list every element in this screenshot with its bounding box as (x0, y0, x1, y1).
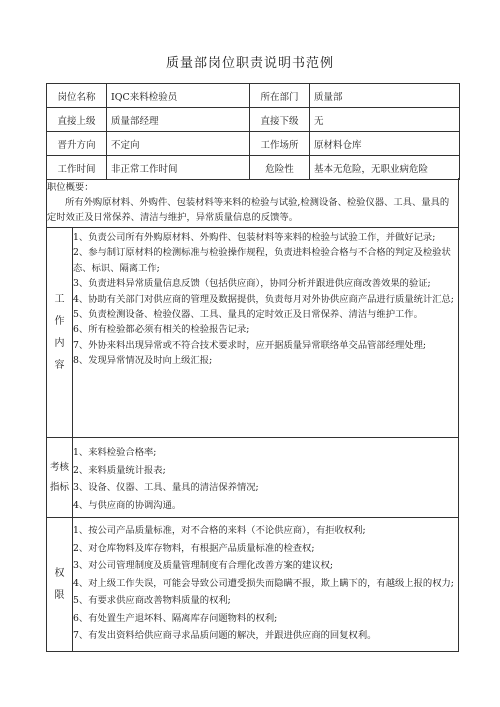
overview-text: 所有外购原材料、外购件、包装材料等来料的检验与试验,检测设备、检验仪器、工具、量具的定时效正及日常保养、清洁与维护，异常质量信息的反馈等。 (47, 197, 450, 223)
overview-label: 职位概要： (47, 182, 94, 193)
table-row (47, 156, 460, 180)
danger-value: 基本无危险，无职业病危险 (310, 156, 460, 180)
side-char: 考核 (49, 461, 69, 473)
promotion-label: 晋升方向 (47, 132, 107, 156)
list-item: 5、有要求供应商改善物料质量的权利; (73, 595, 231, 606)
document-title: 质量部岗位职责说明书范例 (165, 56, 334, 71)
work-time-label: 工作时间 (47, 156, 107, 180)
side-char: 容 (54, 359, 65, 371)
department-value: 质量部 (310, 84, 460, 108)
direct-superior-value: 质量部经理 (107, 108, 250, 132)
list-item: 3、对公司管理制度及质量管理制度有合理化改善方案的建议权; (73, 560, 334, 571)
table-row (47, 132, 460, 156)
list-item: 6、有处置生产退坏料、隔离库存问题物料的权利; (73, 612, 278, 624)
list-item: 7、外协来料出现异常或不符合技术要求时，应开据质量异常联络单交品管部经理处理; (73, 339, 427, 351)
list-item: 4、与供应商的协调沟通。 (73, 499, 182, 511)
table-row (47, 108, 460, 132)
workplace-value: 原材料仓库 (310, 132, 460, 156)
list-item: 4、对上级工作失误，可能会导致公司遭受损失而隐瞒不报，欺上瞒下的，有越级上报的权力; (73, 577, 454, 589)
side-char: 作 (54, 315, 65, 327)
list-item: 1、来料检验合格率; (73, 447, 157, 458)
work-content-section (46, 228, 459, 438)
direct-subordinate-value: 无 (310, 108, 460, 132)
list-item: 5、负责检测设备、检验仪器、工具、量具的定时效正及日常保养、清洁与维护工作。 (73, 309, 423, 321)
list-item: 1、负责公司所有外购原材料、外购件、包装材料等来料的检验与试验工作，并做好记录; (73, 232, 436, 243)
list-item: 2、来料质量统计报表; (73, 464, 166, 476)
authority-list (73, 522, 456, 645)
promotion-value: 不定向 (107, 132, 250, 156)
position-name-value: IQC来料检验员 (107, 84, 250, 108)
authority-section (46, 518, 459, 652)
danger-label: 危险性 (250, 156, 310, 180)
list-item: 2、对仓库物料及库存物料，有根据产品质量标准的检查权; (73, 542, 315, 554)
list-item: 2、参与制订原材料的检测标准与检验操作规程，负责进料检验合格与不合格的判定及检验状态、标识、隔离工作; (73, 247, 451, 274)
evaluation-list (73, 444, 456, 514)
work-content-label (47, 228, 73, 437)
direct-superior-label: 直接上级 (47, 108, 107, 132)
list-item: 4、协助有关部门对供应商的管理及数据提供，负责每月对外协供应商产品进行质量统计汇总; (73, 293, 454, 305)
position-name-label: 岗位名称 (47, 84, 107, 108)
side-char: 限 (54, 589, 65, 601)
direct-subordinate-label: 直接下级 (250, 108, 310, 132)
side-char: 权 (54, 567, 65, 579)
list-item: 6、所有检验都必须有相关的检验报告记录; (73, 324, 250, 336)
list-item: 8、发现异常情况及时向上级汇报; (73, 355, 213, 367)
evaluation-section (46, 438, 459, 518)
table-row (47, 84, 460, 108)
side-char: 内 (54, 337, 65, 349)
list-item: 3、设备、仪器、工具、量具的清洁保养情况; (73, 482, 259, 493)
position-info-table (46, 83, 460, 180)
department-label: 所在部门 (250, 84, 310, 108)
side-char: 工 (54, 293, 65, 305)
work-time-value: 非正常工作时间 (107, 156, 250, 180)
authority-label (47, 518, 73, 651)
side-char: 指标 (49, 481, 69, 493)
work-content-list (73, 230, 456, 369)
workplace-label: 工作场所 (250, 132, 310, 156)
list-item: 3、负责进料异常质量信息反馈（包括供应商），协同分析并跟进供应商改善效果的验证; (73, 278, 431, 290)
evaluation-label (47, 438, 73, 517)
position-overview (46, 178, 459, 228)
list-item: 1、按公司产品质量标准，对不合格的来料（不论供应商），有拒收权利; (73, 525, 366, 536)
list-item: 7、有发出资料给供应商寻求品质问题的解决，并跟进供应商的回复权利。 (73, 630, 377, 641)
